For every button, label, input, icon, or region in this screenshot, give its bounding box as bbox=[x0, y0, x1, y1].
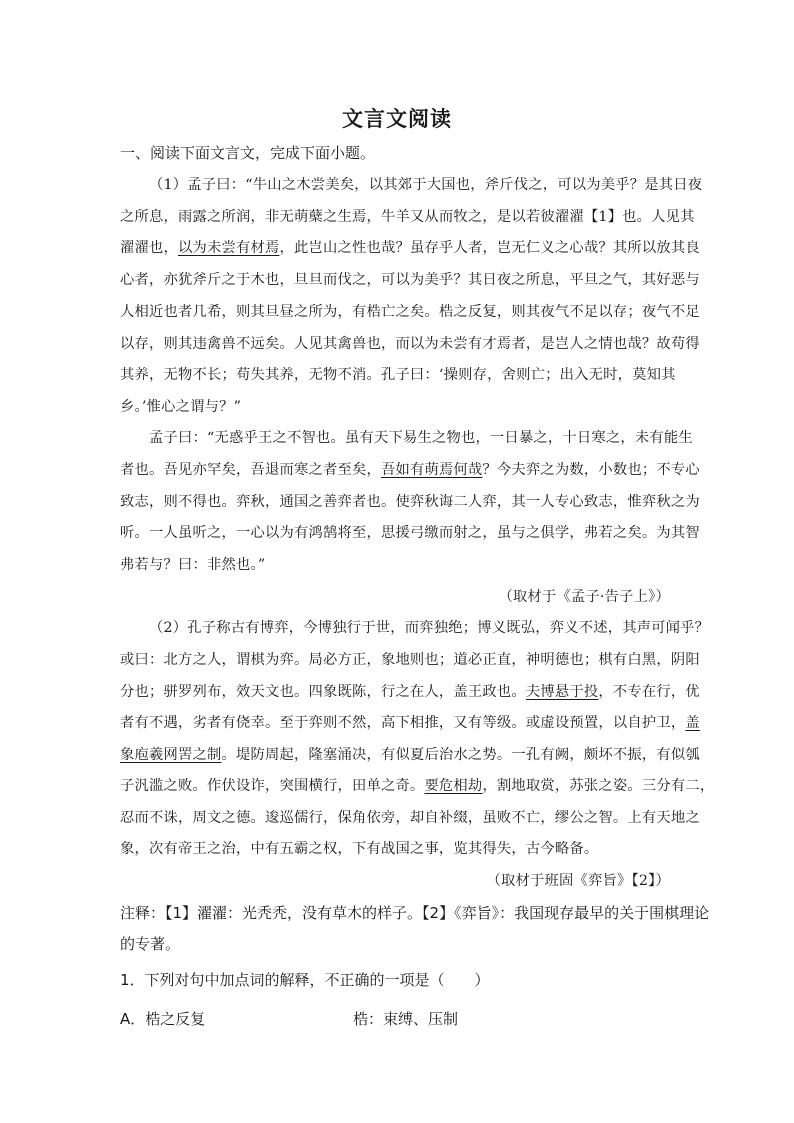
text-segment: ？今夫弈之为数，小数也；不专心 bbox=[482, 462, 700, 478]
passage1-line: 乡。’惟心之谓与？” bbox=[120, 399, 242, 415]
passage1-line: 心者，亦犹斧斤之于木也，旦旦而伐之，可以为美乎？其日夜之所息，平旦之气，其好恶与 bbox=[120, 272, 700, 288]
passage2-line bbox=[120, 460, 700, 480]
section-intro: 一、阅读下面文言文，完成下面小题。 bbox=[120, 144, 376, 162]
passage3-line bbox=[120, 682, 700, 702]
passage3-line: 忍而不诛，周文之德。逡巡儒行，保角依旁，却自补缀，虽败不亡，缪公之智。上有天地之 bbox=[120, 810, 700, 826]
passage3-line bbox=[120, 776, 715, 796]
source-citation: （取材于班固《弈旨》【2】） bbox=[486, 873, 670, 889]
passage1-line: 之所息，雨露之所润，非无萌蘖之生焉，牛羊又从而牧之，是以若彼濯濯【1】也。人见其 bbox=[120, 209, 695, 225]
passage3-line bbox=[120, 745, 700, 765]
passage2-line: 致志，则不得也。弈秋，通国之善弈者也。使弈秋诲二人弈，其一人专心致志，惟弈秋之为 bbox=[120, 494, 700, 510]
underlined-sentence: 要危相劫 bbox=[424, 778, 483, 794]
underlined-sentence: 吾如有萌焉何哉 bbox=[380, 462, 483, 478]
underlined-sentence: 夫博悬于投 bbox=[525, 684, 599, 700]
passage1-line: 以存，则其违禽兽不远矣。人见其禽兽也，而以为未尝有才焉者，是岂人之情也哉？故苟得 bbox=[120, 336, 700, 352]
passage2-line: 孟子曰：“无惑乎王之不智也。虽有天下易生之物也，一日暴之，十日寒之，未有能生 bbox=[149, 430, 693, 446]
passage1-line: （1）孟子曰：“牛山之木尝美矣，以其郊于大国也，斧斤伐之，可以为美乎？是其日夜 bbox=[149, 177, 703, 193]
option-a-gloss: 梏：束缚、压制 bbox=[353, 1010, 459, 1028]
underlined-sentence: 盖 bbox=[685, 715, 700, 731]
page-title: 文言文阅读 bbox=[342, 106, 452, 131]
passage1-line: 人相近也者几希，则其旦昼之所为，有梏亡之矣。梏之反复，则其夜气不足以存；夜气不足 bbox=[120, 304, 700, 320]
passage2-line: 弗若与？曰：非然也。” bbox=[120, 557, 266, 573]
passage2-line: 听。一人虽听之，一心以为有鸿鹄将至，思援弓缴而射之，虽与之俱学，弗若之矣。为其智 bbox=[120, 525, 700, 541]
text-segment: ，此岂山之性也哉？虽存乎人者，岂无仁义之心哉？其所以放其良 bbox=[279, 240, 700, 256]
text-segment: ，不专在行，优 bbox=[598, 684, 700, 700]
passage3-line: （2）孔子称古有博弈，今博独行于世，而弈独绝；博义既弘，弈义不述，其声可闻乎？ bbox=[149, 620, 710, 636]
source-citation: （取材于《孟子·告子上》） bbox=[498, 589, 670, 605]
annotation-note: 的专著。 bbox=[120, 935, 181, 953]
option-a-sentence: A．梏之反复 bbox=[120, 1010, 206, 1028]
answer-option-a bbox=[120, 1009, 685, 1029]
text-segment: 。堤防周起，隆塞涌决，有似夏后治水之势。一孔有阙，颇坏不振，有似瓠 bbox=[221, 747, 700, 763]
text-segment: 分也；骈罗列布，效天文也。四象既陈，行之在人，盖王政也。 bbox=[120, 684, 526, 700]
passage3-line: 象，次有帝王之治，中有五霸之权，下有战国之事，览其得失，古今略备。 bbox=[120, 841, 599, 857]
text-segment: 者有不遇，劣者有侥幸。至于弈则不然，高下相推，又有等级。或虚设预置，以自护卫， bbox=[120, 715, 686, 731]
text-segment: ，割地取赏，苏张之姿。三分有二， bbox=[482, 778, 715, 794]
text-segment: 子汎滥之败。作伏设诈，突围横行，田单之奇。 bbox=[120, 778, 425, 794]
underlined-sentence: 象庖羲网罟之制 bbox=[120, 747, 222, 763]
passage1-line: 其养，无物不长；苟失其养，无物不消。孔子曰：‘操则存，舍则亡；出入无时，莫知其 bbox=[120, 367, 676, 383]
underlined-sentence: 以为未尝有材焉 bbox=[178, 240, 280, 256]
text-segment: 濯濯也， bbox=[120, 240, 178, 256]
text-segment: 者也。吾见亦罕矣，吾退而寒之者至矣， bbox=[120, 462, 381, 478]
question-stem: 1．下列对句中加点词的解释，不正确的一项是（ ） bbox=[120, 971, 490, 989]
passage3-line bbox=[120, 713, 700, 733]
passage1-line bbox=[120, 238, 700, 258]
passage3-line: 或曰：北方之人，谓棋为弈。局必方正，象地则也；道必正直，神明德也；棋有白黑，阴阳 bbox=[120, 652, 700, 668]
annotation-note: 注释：【1】濯濯：光秃秃，没有草木的样子。【2】《弈旨》：我国现存最早的关于围棋理论 bbox=[120, 904, 710, 922]
